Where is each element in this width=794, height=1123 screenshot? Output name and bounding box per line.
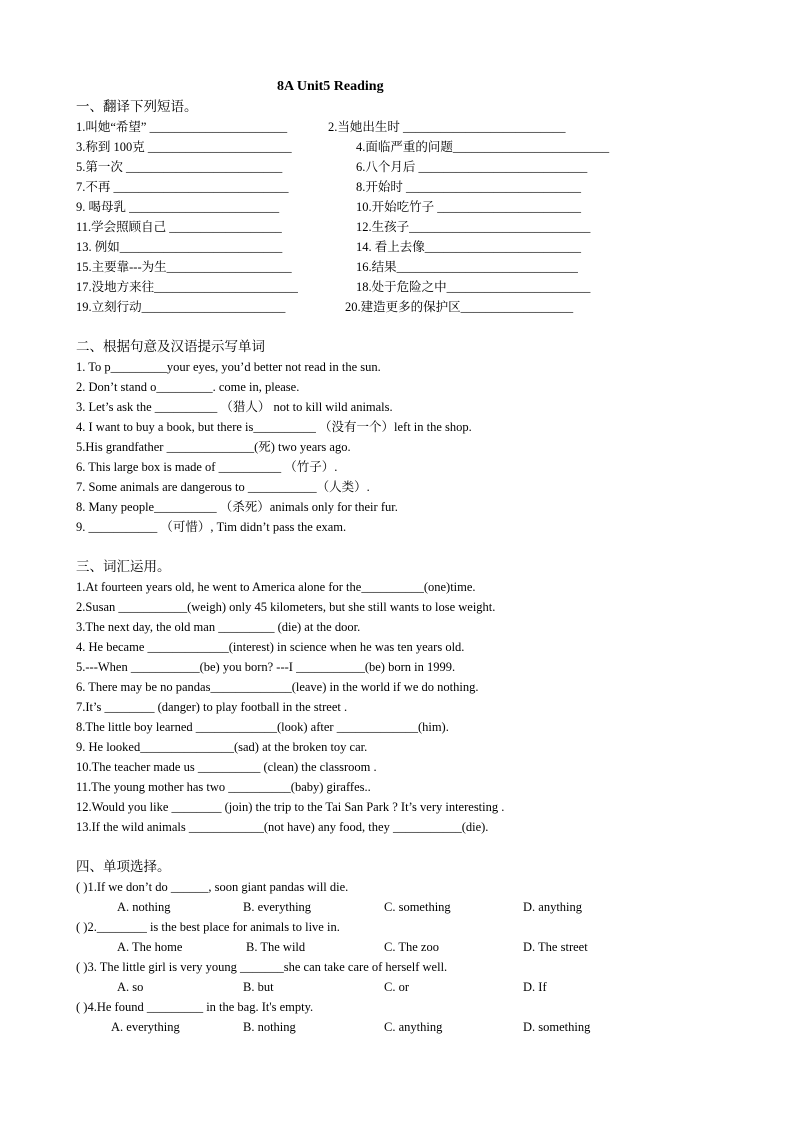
phrase-item: 10.开始吃竹子 _______________________ xyxy=(356,200,582,214)
mc-option-b: B. but xyxy=(243,980,274,994)
question-item: 11.The young mother has two __________(baby) giraffes.. xyxy=(76,780,371,794)
question-item: 5.His grandfather ______________(死) two years ago. xyxy=(76,440,351,454)
phrase-item: 12.生孩子_____________________________ xyxy=(356,220,591,234)
question-item: 7. Some animals are dangerous to ___________（人类）. xyxy=(76,480,370,494)
phrase-item: 6.八个月后 ___________________________ xyxy=(356,160,588,174)
question-item: 2. Don’t stand o_________. come in, please. xyxy=(76,380,300,394)
question-item: 6. This large box is made of __________ （竹子）. xyxy=(76,460,338,474)
question-item: 6. There may be no pandas_____________(leave) in the world if we do nothing. xyxy=(76,680,479,694)
question-item: 4. He became _____________(interest) in science when he was ten years old. xyxy=(76,640,465,654)
mc-option-a: A. nothing xyxy=(117,900,171,914)
phrase-item: 4.面临严重的问题_________________________ xyxy=(356,140,610,154)
section-2-heading: 二、根据句意及汉语提示写单词 xyxy=(76,339,265,354)
question-item: 1. To p_________your eyes, you’d better not read in the sun. xyxy=(76,360,381,374)
mc-option-b: B. nothing xyxy=(243,1020,296,1034)
question-item: 1.At fourteen years old, he went to America alone for the__________(one)time. xyxy=(76,580,476,594)
question-item: 5.---When ___________(be) you born? ---I ___________(be) born in 1999. xyxy=(76,660,456,674)
phrase-item: 9. 喝母乳 ________________________ xyxy=(76,200,280,214)
mc-question: ( )1.If we don’t do ______, soon giant pandas will die. xyxy=(76,880,349,894)
question-item: 3.The next day, the old man _________ (die) at the door. xyxy=(76,620,361,634)
mc-option-c: C. or xyxy=(384,980,409,994)
mc-question: ( )3. The little girl is very young _______she can take care of herself well. xyxy=(76,960,448,974)
phrase-item: 16.结果_____________________________ xyxy=(356,260,578,274)
phrase-item: 17.没地方来往_______________________ xyxy=(76,280,298,294)
mc-option-d: D. If xyxy=(523,980,547,994)
phrase-item: 1.叫她“希望” ______________________ xyxy=(76,120,288,134)
mc-option-c: C. anything xyxy=(384,1020,443,1034)
mc-option-d: D. anything xyxy=(523,900,583,914)
question-item: 3. Let’s ask the __________ （猎人） not to kill wild animals. xyxy=(76,400,393,414)
phrase-item: 3.称到 100克 _______________________ xyxy=(76,140,292,154)
question-item: 4. I want to buy a book, but there is__________ （没有一个）left in the shop. xyxy=(76,420,472,434)
phrase-item: 14. 看上去像_________________________ xyxy=(356,240,582,254)
question-item: 13.If the wild animals ____________(not have) any food, they ___________(die). xyxy=(76,820,489,834)
phrase-item: 13. 例如__________________________ xyxy=(76,240,283,254)
phrase-item: 18.处于危险之中_______________________ xyxy=(356,280,591,294)
question-item: 8. Many people__________ （杀死）animals only for their fur. xyxy=(76,500,398,514)
mc-option-d: D. something xyxy=(523,1020,591,1034)
question-item: 10.The teacher made us __________ (clean) the classroom . xyxy=(76,760,377,774)
mc-option-c: C. something xyxy=(384,900,451,914)
phrase-item: 11.学会照顾自己 __________________ xyxy=(76,220,282,234)
phrase-item: 2.当她出生时 __________________________ xyxy=(328,120,566,134)
question-item: 2.Susan ___________(weigh) only 45 kilometers, but she still wants to lose weight. xyxy=(76,600,496,614)
phrase-item: 8.开始时 ____________________________ xyxy=(356,180,582,194)
section-3-heading: 三、词汇运用。 xyxy=(76,559,171,574)
mc-option-c: C. The zoo xyxy=(384,940,439,954)
mc-option-b: B. The wild xyxy=(246,940,306,954)
mc-option-a: A. The home xyxy=(117,940,183,954)
mc-option-a: A. everything xyxy=(111,1020,180,1034)
mc-question: ( )4.He found _________ in the bag. It's empty. xyxy=(76,1000,314,1014)
section-1-heading: 一、翻译下列短语。 xyxy=(76,99,198,114)
mc-question: ( )2.________ is the best place for animals to live in. xyxy=(76,920,340,934)
phrase-item: 19.立刻行动_______________________ xyxy=(76,300,286,314)
mc-option-d: D. The street xyxy=(523,940,588,954)
phrase-item: 5.第一次 _________________________ xyxy=(76,160,283,174)
question-item: 9. He looked_______________(sad) at the broken toy car. xyxy=(76,740,368,754)
page-title: 8A Unit5 Reading xyxy=(277,79,384,94)
question-item: 8.The little boy learned _____________(look) after _____________(him). xyxy=(76,720,449,734)
question-item: 9. ___________ （可惜）, Tim didn’t pass the exam. xyxy=(76,520,347,534)
question-item: 7.It’s ________ (danger) to play football in the street . xyxy=(76,700,348,714)
mc-option-a: A. so xyxy=(117,980,144,994)
question-item: 12.Would you like ________ (join) the trip to the Tai San Park ? It’s very interesting . xyxy=(76,800,505,814)
mc-option-b: B. everything xyxy=(243,900,312,914)
section-4-heading: 四、单项选择。 xyxy=(76,859,171,874)
phrase-item: 15.主要靠---为生____________________ xyxy=(76,260,292,274)
phrase-item: 7.不再 ____________________________ xyxy=(76,180,289,194)
phrase-item: 20.建造更多的保护区__________________ xyxy=(345,300,574,314)
